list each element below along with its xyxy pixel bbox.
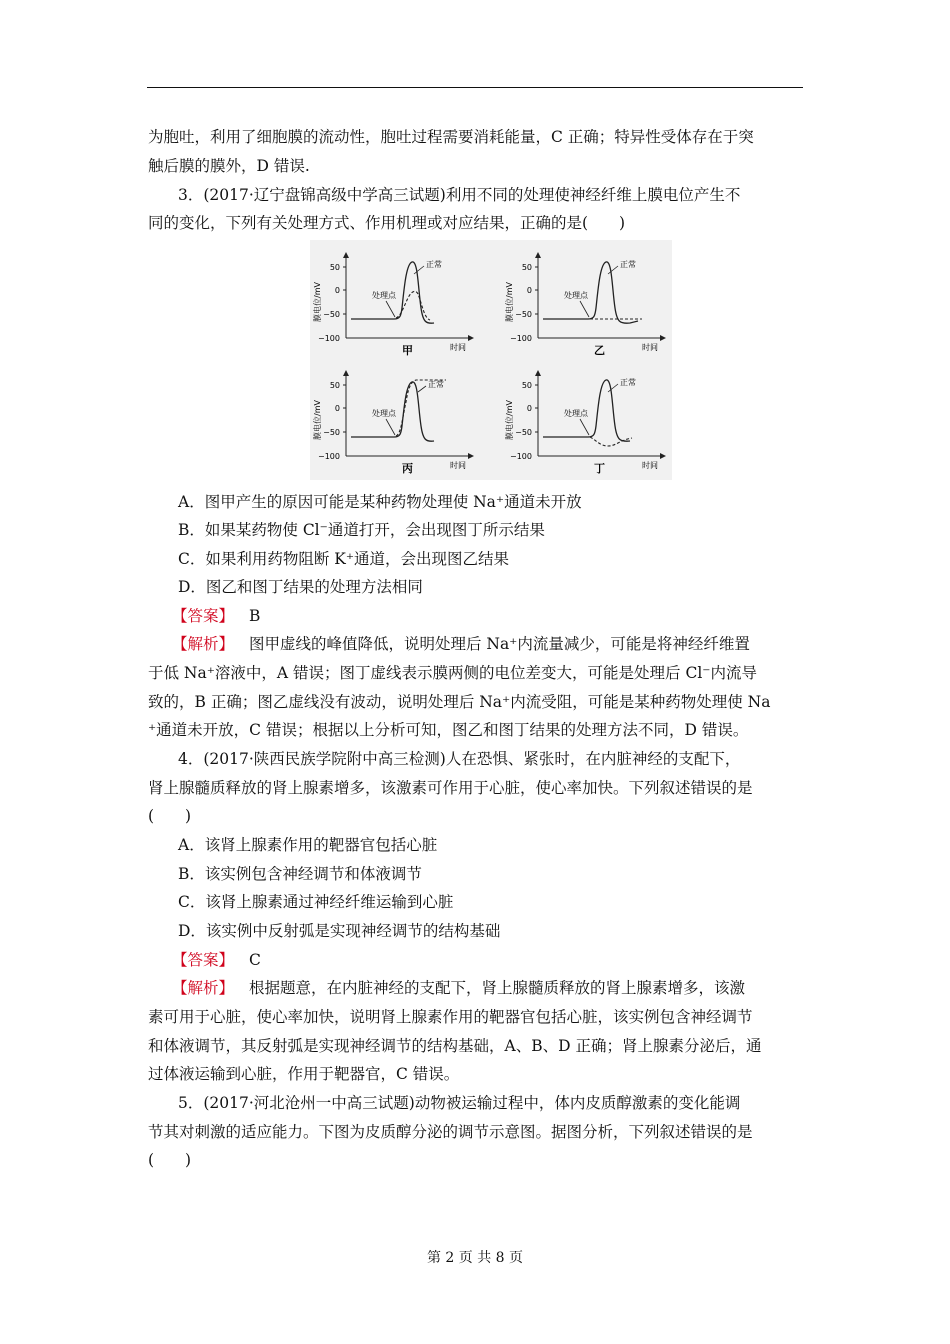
- normal-label: 正常: [426, 260, 442, 269]
- q3-analysis-line: ⁺通道未开放，C 错误；根据以上分析可知，图乙和图丁结果的处理方法不同，D 错误。: [148, 721, 749, 739]
- q4-option-c: C．该肾上腺素通过神经纤维运输到心脏: [178, 893, 454, 911]
- q3-option-a: A．图甲产生的原因可能是某种药物处理使 Na⁺通道未开放: [178, 493, 582, 511]
- q4-stem-line: 4．(2017·陕西民族学院附中高三检测)人在恐惧、紧张时，在内脏神经的支配下，: [178, 750, 741, 768]
- y-axis-label: 膜电位/mV: [313, 400, 322, 440]
- tick-label: 0: [526, 404, 532, 413]
- q5-stem-line: 节其对刺激的适应能力。下图为皮质醇分泌的调节示意图。据图分析，下列叙述错误的是: [148, 1123, 753, 1141]
- x-axis-label: 时间: [642, 461, 658, 470]
- y-axis-label: 膜电位/mV: [505, 282, 514, 322]
- header-rule: [147, 87, 803, 88]
- q4-stem-line: ( ): [148, 807, 192, 825]
- tick-label: 50: [521, 381, 532, 390]
- point-label: 处理点: [564, 409, 588, 418]
- x-axis-label: 时间: [450, 461, 466, 470]
- answer-tag: 【答案】: [172, 607, 235, 625]
- q4-analysis-line: 过体液运输到心脏，作用于靶器官，C 错误。: [148, 1065, 460, 1083]
- figure-svg: [310, 240, 672, 480]
- q4-analysis-line: 和体液调节，其反射弧是实现神经调节的结构基础，A、B、D 正确；肾上腺素分泌后，通: [148, 1037, 762, 1055]
- panel-label: 丁: [594, 462, 605, 475]
- tick-label: −100: [510, 452, 532, 461]
- analysis-tag: 【解析】: [172, 635, 235, 653]
- q4-option-b: B．该实例包含神经调节和体液调节: [178, 865, 422, 883]
- q3-analysis-first: [172, 634, 750, 654]
- normal-curve: [543, 262, 638, 323]
- q4-option-d: D．该实例中反射弧是实现神经调节的结构基础: [178, 922, 501, 940]
- panel-yi: [504, 255, 663, 357]
- tick-label: −50: [515, 310, 532, 319]
- normal-label: 正常: [428, 380, 444, 389]
- analysis-tag: 【解析】: [172, 979, 235, 997]
- answer-tag: 【答案】: [172, 951, 235, 969]
- panel-bing: [312, 373, 471, 475]
- q3-option-c: C．如果利用药物阻断 K⁺通道，会出现图乙结果: [178, 550, 510, 568]
- tick-label: −50: [323, 428, 340, 437]
- tick-label: 0: [526, 286, 532, 295]
- point-label: 处理点: [564, 291, 588, 300]
- x-axis-label: 时间: [642, 343, 658, 352]
- q3-analysis-line: 致的，B 正确；图乙虚线没有波动，说明处理后 Na⁺内流受阻，可能是某种药物处理使 Na: [148, 693, 771, 711]
- tick-label: −50: [323, 310, 340, 319]
- q4-stem-line: 肾上腺髓质释放的肾上腺素增多，该激素可作用于心脏，使心率加快。下列叙述错误的是: [148, 779, 753, 797]
- tick-label: −50: [515, 428, 532, 437]
- page-footer: 第 2 页 共 8 页: [426, 1250, 524, 1266]
- q3-option-b: B．如果某药物使 Cl⁻通道打开，会出现图丁所示结果: [178, 521, 545, 539]
- tick-label: 0: [334, 404, 340, 413]
- x-axis-label: 时间: [450, 343, 466, 352]
- text-line: 为胞吐，利用了细胞膜的流动性，胞吐过程需要消耗能量，C 正确；特异性受体存在于突: [148, 128, 754, 146]
- panel-label: 乙: [594, 344, 605, 357]
- panel-ding: [504, 373, 663, 475]
- membrane-potential-figure: [310, 240, 672, 480]
- q3-stem-line: 3．(2017·辽宁盘锦高级中学高三试题)利用不同的处理使神经纤维上膜电位产生不: [178, 186, 741, 204]
- y-axis-label: 膜电位/mV: [505, 400, 514, 440]
- q5-stem-line: 5．(2017·河北沧州一中高三试题)动物被运输过程中，体内皮质醇激素的变化能调: [178, 1094, 741, 1112]
- tick-label: −100: [510, 334, 532, 343]
- normal-label: 正常: [620, 378, 636, 387]
- q5-stem-line: ( ): [148, 1151, 192, 1169]
- point-label: 处理点: [372, 291, 396, 300]
- tick-label: 0: [334, 286, 340, 295]
- q3-option-d: D．图乙和图丁结果的处理方法相同: [178, 578, 423, 596]
- q4-answer: [172, 950, 261, 970]
- point-label: 处理点: [372, 409, 396, 418]
- answer-value: B: [248, 607, 261, 625]
- tick-label: 50: [329, 263, 340, 272]
- q3-stem-line: 同的变化，下列有关处理方式、作用机理或对应结果，正确的是( ): [148, 214, 626, 232]
- q3-analysis-line: 于低 Na⁺溶液中，A 错误；图丁虚线表示膜两侧的电位差变大，可能是处理后 Cl⁻内流导: [148, 664, 757, 682]
- normal-label: 正常: [620, 260, 636, 269]
- analysis-text: 图甲虚线的峰值降低，说明处理后 Na⁺内流量减少，可能是将神经纤维置: [248, 635, 750, 653]
- treated-curve: [396, 291, 430, 320]
- panel-label: 甲: [402, 344, 413, 357]
- q4-analysis-first: [172, 978, 745, 998]
- tick-label: −100: [318, 334, 340, 343]
- q4-option-a: A．该肾上腺素作用的靶器官包括心脏: [178, 836, 438, 854]
- answer-value: C: [248, 951, 261, 969]
- tick-label: 50: [521, 263, 532, 272]
- q3-answer: [172, 606, 260, 626]
- q4-analysis-line: 素可用于心脏，使心率加快，说明肾上腺素作用的靶器官包括心脏，该实例包含神经调节: [148, 1008, 753, 1026]
- y-axis-label: 膜电位/mV: [313, 282, 322, 322]
- analysis-text: 根据题意，在内脏神经的支配下，肾上腺髓质释放的肾上腺素增多，该激: [248, 979, 745, 997]
- text-line: 触后膜的膜外，D 错误.: [148, 157, 310, 175]
- panel-jia: [312, 255, 471, 357]
- tick-label: −100: [318, 452, 340, 461]
- tick-label: 50: [329, 381, 340, 390]
- panel-label: 丙: [402, 462, 413, 475]
